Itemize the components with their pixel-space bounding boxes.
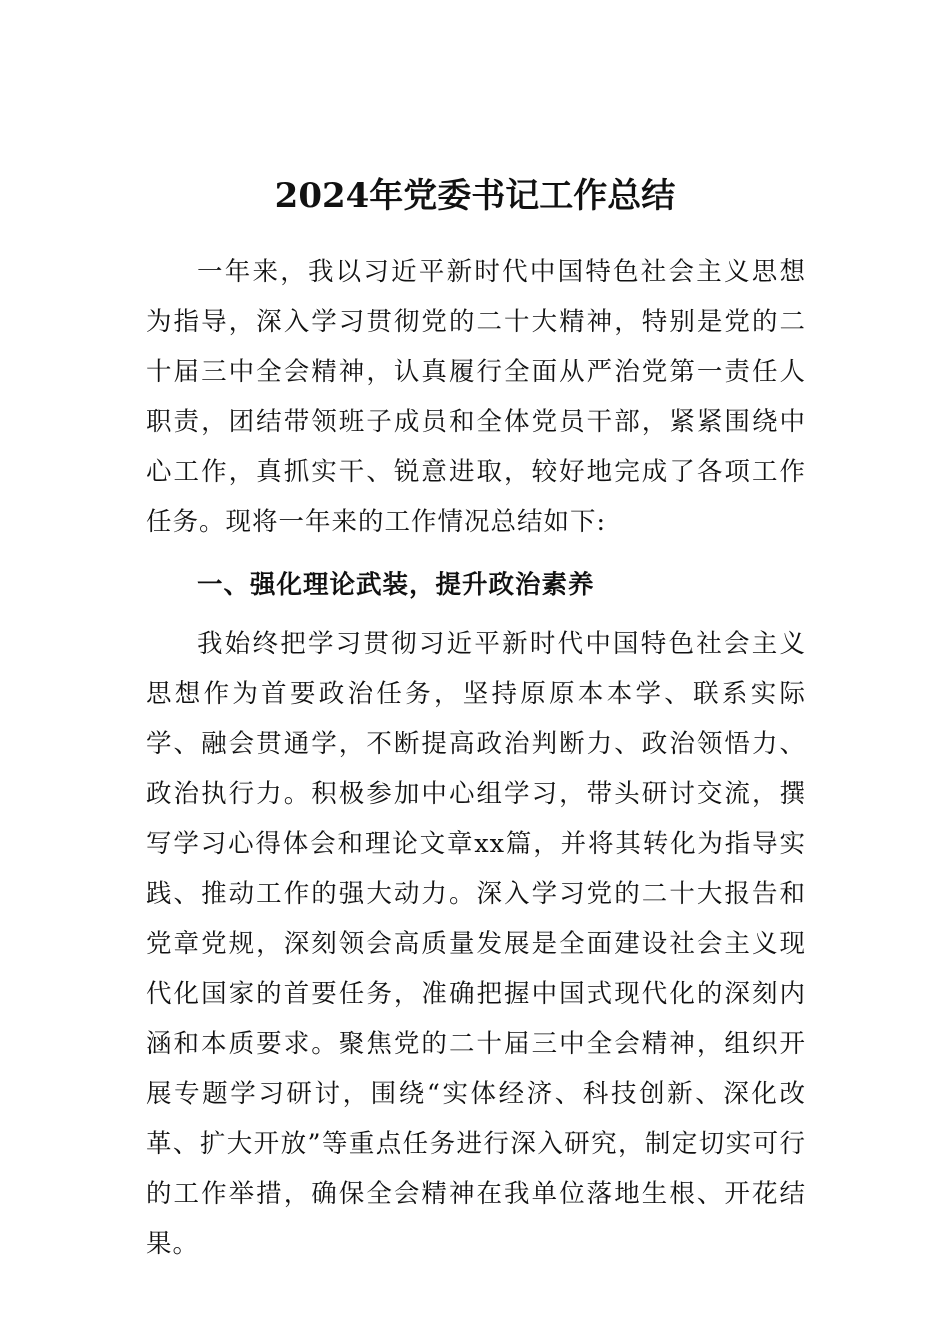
intro-paragraph: 一年来，我以习近平新时代中国特色社会主义思想为指导，深入学习贯彻党的二十大精神，特别是党的二十届三中全会精神，认真履行全面从严治党第一责任人职责，团结带领班子成员和全体党员干部，紧紧围绕中心工作，真抓实干、锐意进取，较好地完成了各项工作任务。现将一年来的工作情况总结如下:: [146, 257, 806, 537]
section-paragraph: 我始终把学习贯彻习近平新时代中国特色社会主义思想作为首要政治任务，坚持原原本本学、联系实际学、融会贯通学，不断提高政治判断力、政治领悟力、政治执行力。积极参加中心组学习，带头研讨交流，撰写学习心得体会和理论文章xx篇，并将其转化为指导实践、推动工作的强大动力。深入学习党的二十大报告和党章党规，深刻领会高质量发展是全面建设社会主义现代化国家的首要任务，准确把握中国式现代化的深刻内涵和本质要求。聚焦党的二十届三中全会精神，组织开展专题学习研讨，围绕“实体经济、科技创新、深化改革、扩大开放”等重点任务进行深入研究，制定切实可行的工作举措，确保全会精神在我单位落地生根、开花结果。: [146, 629, 806, 1259]
document-title: 2024年党委书记工作总结: [274, 176, 676, 216]
section-heading: 一、强化理论武装，提升政治素养: [197, 570, 595, 600]
